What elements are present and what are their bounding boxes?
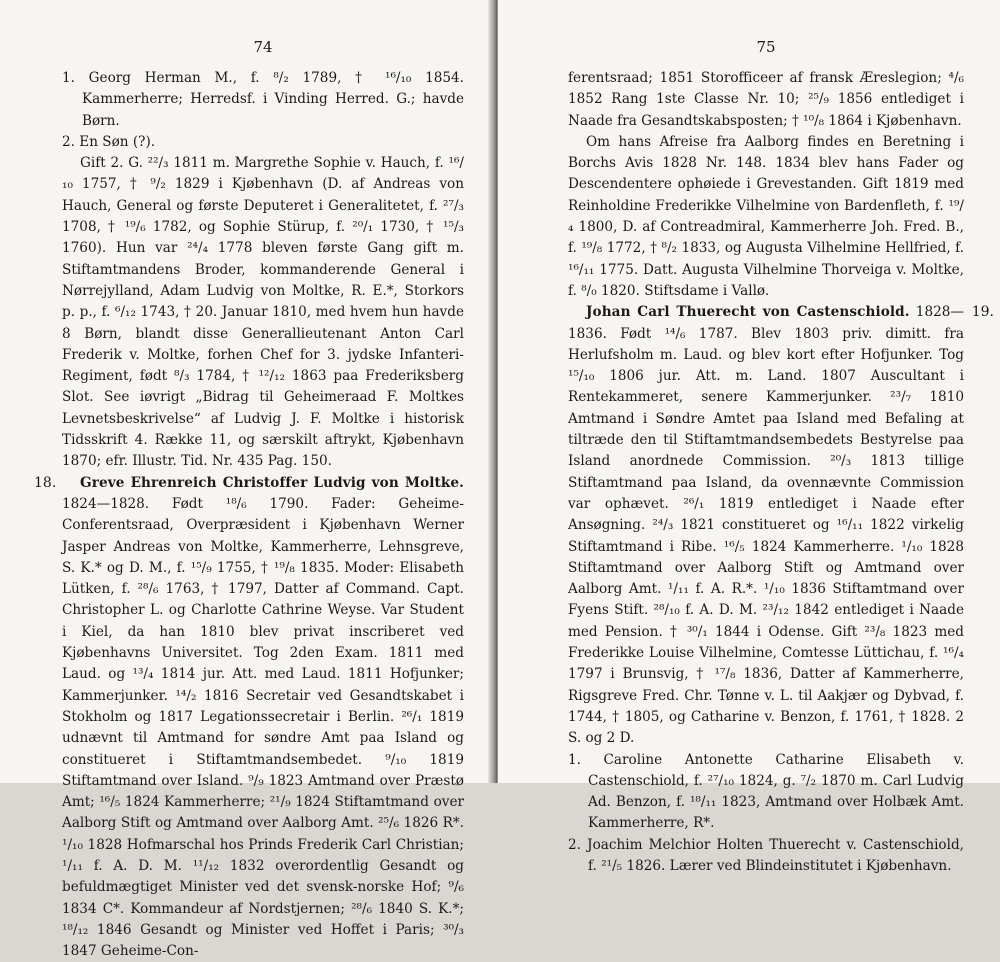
paragraph: Gift 2. G. ²²/₃ 1811 m. Margrethe Sophie v. Hauch, f. ¹⁶/₁₀ 1757, † ⁹/₂ 1829 i Kjøbenhavn (D. af Andreas von Hauch, General og første Deputeret i Generalitetet, f. ²⁷/₃ 1708, † ¹⁹/₆ 1782, og Sophie Stürup, f. ²⁰/₁ 1730, † ¹⁵/₃ 1760). Hun var ²⁴/₄ 1778 bleven første Gang gift m. Stiftamtmandens Broder, kommanderende General i Nørrejylland, Adam Ludvig von Moltke, R. E.*, Storkors p. p., f. ⁶/₁₂ 1743, † 20. Januar 1810, med hvem hun havde 8 Børn, blandt disse Generallieutenant Anton Carl Frederik v. Moltke, forhen Chef for 3. jydske Infanteri-Regiment, født ⁸/₃ 1784, † ¹²/₁₂ 1863 paa Frederiksberg Slot. See iøvrigt „Bidrag til Geheimeraad F. Moltkes Levnetsbeskrivelse“ af Ludvig J. F. Moltke i historisk Tidsskrift 4. Række 11, og særskilt aftrykt, Kjøbenhavn 1870; efr. Illustr. Tid. Nr. 435 Pag. 150. xyxy=(62,155,464,470)
page-body xyxy=(34,68,464,962)
entry-number: 18. xyxy=(34,474,57,491)
biography-entry xyxy=(568,302,994,749)
entry-text: 1828—1836. Født ¹⁴/₆ 1787. Blev 1803 priv. dimitt. fra Herlufsholm m. Laud. og blev kort efter Hofjunker. Tog ¹⁵/₁₀ 1806 jur. Att. m. Land. 1807 Auscultant i Rentekammeret, senere Kammerjunker. ²³/₇ 1810 Amtmand i Søndre Amtet paa Island med Befaling at tiltræde den til Stiftamtmandsembedets Bestyrelse paa Island anordnede Commission. ²⁰/₃ 1813 tillige Stiftamtmand paa Island, da ovennævnte Commission var ophævet. ²⁶/₁ 1819 entlediget i Naade efter Ansøgning. ²⁴/₃ 1821 constitueret og ¹⁶/₁₁ 1822 virkelig Stiftamtmand i Ribe. ¹⁶/₅ 1824 Kammerherre. ¹/₁₀ 1828 Stiftamtmand over Aalborg Stift og Amtmand over Aalborg Amt. ¹/₁₁ f. A. R.*. ¹/₁₀ 1836 Stiftamtmand over Fyens Stift. ²⁸/₁₀ f. A. D. M. ²³/₁₂ 1842 entlediget i Naade med Pension. † ³⁰/₁ 1844 i Odense. Gift ²³/₈ 1823 med Frederikke Louise Vilhelmine, Comtesse Lüttichau, f. ¹⁶/₄ 1797 i Brunsvig, † ¹⁷/₈ 1836, Datter af Kammerherre, Rigsgreve Fred. Chr. Tønne v. L. til Aakjær og Dybvad, f. 1744, † 1805, og Catharine v. Benzon, f. 1761, † 1828. 2 S. og 2 D. xyxy=(568,304,964,747)
list-item: 2. Joachim Melchior Holten Thuerecht v. Castenschiold, f. ²¹/₅ 1826. Lærer ved Blindeinstitutet i Kjøbenhavn. xyxy=(568,836,964,874)
entry-heading: Greve Ehrenreich Christoffer Ludvig von Moltke. xyxy=(80,474,464,491)
paragraph: Om hans Afreise fra Aalborg findes en Beretning i Borchs Avis 1828 Nr. 148. 1834 blev hans Fader og Descendentere ophøiede i Grevestanden. Gift 1819 med Reinholdine Frederikke Vilhelmine von Bardenfleth, f. ¹⁹/₄ 1800, D. af Contreadmiral, Kammerherre Joh. Fred. B., f. ¹⁹/₈ 1772, † ⁸/₂ 1833, og Augusta Vilhelmine Hellfried, f. ¹⁶/₁₁ 1775. Datt. Augusta Vilhelmine Thorveiga v. Moltke, f. ⁸/₀ 1820. Stiftsdame i Vallø. xyxy=(568,133,964,299)
paragraph: 2. En Søn (?). xyxy=(62,133,156,150)
right-page xyxy=(498,0,1000,874)
paragraph: 1. Georg Herman M., f. ⁸/₂ 1789, † ¹⁶/₁₀ 1854. Kammerherre; Herredsf. i Vinding Herred. G.; havde Børn. xyxy=(62,70,464,129)
page-number: 75 xyxy=(756,38,776,56)
page-number: 74 xyxy=(253,38,273,56)
entry-number: 19. xyxy=(971,304,994,321)
left-page xyxy=(0,0,494,960)
entry-text: 1824—1828. Født ¹⁸/₆ 1790. Fader: Geheime-Conferentsraad, Overpræsident i Kjøbenhavn Werner Jasper Andreas von Moltke, Kammerherre, Lehnsgreve, S. K.* og D. M., f. ¹⁵/₉ 1755, † ¹⁹/₈ 1835. Moder: Elisabeth Lütken, f. ²⁸/₆ 1763, † 1797, Datter af Command. Capt. Christopher L. og Charlotte Cathrine Weyse. Var Student i Kiel, da han 1810 blev privat inscriberet ved Kjøbenhavns Universitet. Tog 2den Exam. 1811 med Laud. og ¹³/₄ 1814 jur. Att. med Laud. 1811 Hofjunker; Kammerjunker. ¹⁴/₂ 1816 Secretair ved Gesandtskabet i Stokholm og 1817 Legationssecretair i Berlin. ²⁶/₁ 1819 udnævnt til Amtmand for søndre Amt paa Island og constitueret i Stiftamtmandsembedet. ⁹/₁₀ 1819 Stiftamtmand over Island. ⁹/₉ 1823 Amtmand over Præstø Amt; ¹⁶/₅ 1824 Kammerherre; ²¹/₉ 1824 Stiftamtmand over Aalborg Stift og Amtmand over Aalborg Amt. ²⁵/₆ 1826 R*. ¹/₁₀ 1828 Hofmarschal hos Prinds Frederik Carl Christian; ¹/₁₁ f. A. D. M. ¹¹/₁₂ 1832 overordentlig Gesandt og befuldmægtiget Minister ved det svensk-norske Hof; ⁹/₆ 1834 C*. Kommandeur af Nordstjernen; ²⁸/₆ 1840 S. K.*; ¹⁸/₁₂ 1846 Gesandt og Minister ved Hoffet i Paris; ³⁰/₃ 1847 Geheime-Con- xyxy=(62,495,464,960)
list-item: 1. Caroline Antonette Catharine Elisabeth v. Castenschiold, f. ²⁷/₁₀ 1824, g. ⁷/₂ 1870 m. Carl Ludvig Ad. Benzon, f. ¹⁸/₁₁ 1823, Amtmand over Holbæk Amt. Kammerherre, R*. xyxy=(568,751,964,832)
page-body xyxy=(568,68,994,877)
paragraph: ferentsraad; 1851 Storofficeer af fransk Æreslegion; ⁴/₆ 1852 Rang 1ste Classe Nr. 10; ²⁵/₉ 1856 entlediget i Naade fra Gesandtskabsposten; † ¹⁰/₈ 1864 i Kjøbenhavn. xyxy=(568,70,964,129)
entry-heading: Johan Carl Thuerecht von Castenschiold. xyxy=(586,304,910,321)
biography-entry xyxy=(34,473,464,962)
